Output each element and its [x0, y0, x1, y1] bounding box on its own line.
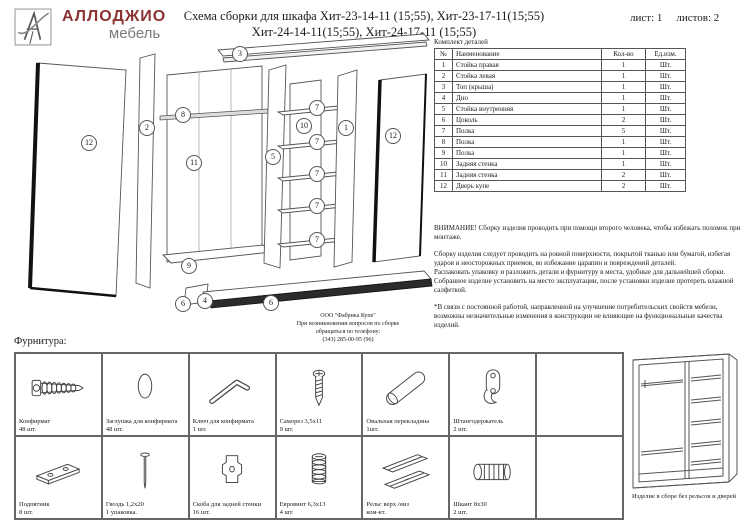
table-row: 12 Дверь купе 2 Шт.: [435, 181, 686, 192]
hardware-item: Заглушка для конфирмата 48 шт.: [102, 353, 189, 436]
callout-back-wall-wide: 11: [186, 155, 202, 171]
oval-rod-icon: [366, 357, 445, 418]
callout-rod: 8: [175, 107, 191, 123]
parts-list: [434, 38, 686, 192]
parts-table: [434, 48, 686, 192]
hardware-item: Рельс верх /низ ком-кт.: [362, 436, 449, 519]
callout-shelf-7: 7: [309, 198, 325, 214]
hardware-item: Скоба для задней стенки 16 шт.: [189, 436, 276, 519]
hardware-grid: [14, 352, 624, 520]
hardware-item: Овальная перекладина 1шт.: [362, 353, 449, 436]
col-name: Наименование: [453, 49, 602, 60]
assembled-view: [622, 350, 746, 520]
hardware-item: Конфирмат 48 шт.: [15, 353, 102, 436]
back-panel-clip-icon: [193, 440, 272, 501]
callout-door-right: 12: [385, 128, 401, 144]
assembled-wardrobe-drawing: [625, 350, 743, 490]
manufacturer-contact: [270, 312, 426, 344]
table-row: 5 Стойка внутренняя 1 Шт.: [435, 104, 686, 115]
hardware-item-empty: [536, 353, 623, 436]
callout-shelf-7: 7: [309, 100, 325, 116]
table-row: 2 Стойка левая 1 Шт.: [435, 71, 686, 82]
callout-shelf-7: 7: [309, 232, 325, 248]
callout-back-wall-narrow: 10: [296, 118, 312, 134]
callout-partition: 5: [265, 149, 281, 165]
contact-phone: (343) 285-00-95 (96): [322, 337, 374, 343]
table-row: 7 Полка 5 Шт.: [435, 126, 686, 137]
contact-note: При возникновении вопросов по сборке: [296, 321, 400, 327]
exploded-diagram-drawing: [15, 30, 435, 350]
callout-top-panel: 3: [232, 46, 248, 62]
exploded-diagram: [15, 30, 435, 350]
table-row: 6 Цоколь 2 Шт.: [435, 115, 686, 126]
hardware-item: Саморез 3,5x11 9 шт.: [276, 353, 363, 436]
hardware-item: Гвоздь 1,2x20 1 упаковка.: [102, 436, 189, 519]
parts-list-caption: Комплект деталей: [434, 38, 488, 46]
table-row: 10 Задняя стенка 1 Шт.: [435, 159, 686, 170]
callout-shelf-9: 9: [181, 258, 197, 274]
col-number: №: [435, 49, 453, 60]
callout-right-side: 1: [338, 120, 354, 136]
rails-icon: [366, 440, 445, 501]
callout-door-left: 12: [81, 135, 97, 151]
note-paragraph: Распаковать упаковку и разложить детали и фурнитуру в места, удобные для дальнейшей сборки.: [434, 268, 726, 276]
foot-plate-icon: [19, 440, 98, 501]
table-row: 8 Полка 1 Шт.: [435, 137, 686, 148]
col-unit: Ед.изм.: [646, 49, 686, 60]
hardware-item: Штангодержатель 2 шт.: [449, 353, 536, 436]
note-paragraph: Сборку изделия следует проводить на ровной поверхности, покрытой тканью или бумагой, избегая ударов и неосторожных приемов, во избежание царапин и повреждений деталей.: [434, 250, 731, 267]
table-row: 9 Полка 1 Шт.: [435, 148, 686, 159]
table-row: 1 Стойка правая 1 Шт.: [435, 60, 686, 71]
warning-text: ВНИМАНИЕ! Сборку изделия проводить при помощи второго человека, чтобы избежать поломок при монтаже.: [434, 224, 741, 241]
brand-name: АЛЛОДЖИО: [62, 8, 167, 25]
hardware-item: Подпятник 8 шт.: [15, 436, 102, 519]
assembly-notes: [434, 224, 746, 330]
title-line-2: Хит-24-14-11(15;55), Хит-24-17-11 (15;55): [251, 25, 477, 39]
callout-left-side: 2: [139, 120, 155, 136]
hardware-item: Ключ для конфирмата 1 шт.: [189, 353, 276, 436]
oval-cap-icon: [106, 357, 185, 418]
note-disclaimer: *В связи с постоянной работой, направленной на улучшение потребительских свойств мебели, возможны незначительные изменения в конструкции не влияющие на функциональные качества изделий.: [434, 303, 723, 329]
euro-screw-icon: [280, 440, 359, 501]
callout-shelf-7: 7: [309, 134, 325, 150]
nail-icon: [106, 440, 185, 501]
callout-plinth: 6: [175, 296, 191, 312]
brand-subtitle: мебель: [108, 25, 161, 42]
hardware-item: Шкант 8x30 2 шт.: [449, 436, 536, 519]
hex-key-icon: [193, 357, 272, 418]
sheets-total: листов: 2: [676, 12, 720, 24]
hardware-item: Евровинт 6,3x13 4 шт.: [276, 436, 363, 519]
table-row: 3 Топ (крыша) 1 Шт.: [435, 82, 686, 93]
dowel-icon: [453, 440, 532, 501]
confirmat-screw-icon: [19, 357, 98, 418]
sheet-number: лист: 1: [630, 12, 663, 24]
callout-shelf-7: 7: [309, 166, 325, 182]
callout-plinth: 6: [263, 295, 279, 311]
contact-note: обращаться по телефону:: [315, 329, 381, 335]
note-paragraph: Собранное изделие установить на место эксплуатации, после установки изделие протереть влажной салфеткой.: [434, 277, 734, 294]
hardware-title: Фурнитура:: [14, 336, 67, 347]
parts-header-row: [435, 49, 686, 60]
col-qty: Кол-во: [602, 49, 646, 60]
callout-bottom-panel: 4: [197, 293, 213, 309]
table-row: 4 Дно 1 Шт.: [435, 93, 686, 104]
self-tapping-screw-icon: [280, 357, 359, 418]
table-row: 11 Задняя стенка 2 Шт.: [435, 170, 686, 181]
sheet-info: [630, 12, 745, 24]
hardware-item-empty: [536, 436, 623, 519]
company-name: ООО "Фабрика Купе": [320, 313, 376, 319]
title-line-1: Схема сборки для шкафа Хит-23-14-11 (15;55), Хит-23-17-11(15;55): [183, 9, 545, 23]
assembled-caption: Изделие в сборе без рельсов и дверей: [631, 493, 737, 500]
rod-holder-icon: [453, 357, 532, 418]
